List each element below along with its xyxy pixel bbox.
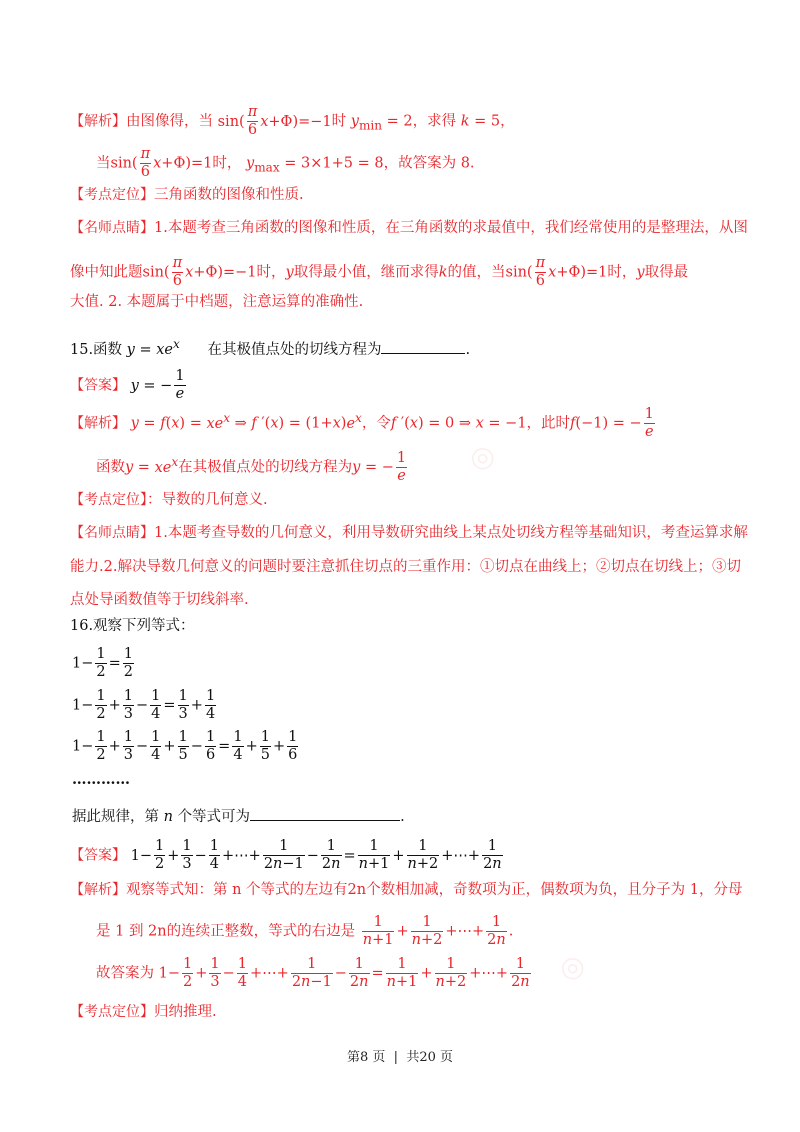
s14-jiexi-line2: 当sin( $\frac{\pi}{6}$ x+Φ)=1时， $y_{max} = 3\times 1+5 = 8$，故答案为 8. xyxy=(96,146,475,180)
q15-mingshi-line3: 点处导函数值等于切线斜率. xyxy=(70,592,249,608)
page-footer: 第8 页 | 共20 页 xyxy=(346,1050,453,1065)
q16-prompt: 据此规律，第 n 个等式可为 . xyxy=(72,806,405,827)
q15-jiexi-line1: 【解析】 $y = f(x) = xe^x$ ⇒ f $'(x) = (1+x)e^x$，令f ′(x) = 0 ⇒ x = −1，此时f(−1) = − $\frac{1}{e}$ xyxy=(70,406,654,440)
s14-mingshi-line1: 【名师点睛】1.本题考查三角函数的图像和性质，在三角函数的求最值中，我们经常使用的是整理法，从图 xyxy=(70,220,748,236)
page-number: 第8 页 xyxy=(346,1050,386,1065)
s14-mingshi-line2: 像中知此题sin( $\frac{\pi}{6}$ x+Φ)=−1时，y取得最小值，继而求得k的值，当sin( $\frac{\pi}{6}$ x+Φ)=1时，y取得最 xyxy=(70,255,689,289)
q15-jiexi-line2: 函数$y = xe^x$在其极值点处的切线方程为y = − $\frac{1}{e}$ xyxy=(96,450,407,484)
s14-mingshi-line3: 大值. 2. 本题属于中档题，注意运算的准确性. xyxy=(70,294,364,310)
q16-equation-1: 1− $\frac{1}{2}$ = $\frac{1}{2}$ xyxy=(72,646,133,680)
math: sin( $\frac{\pi}{6}$ x+Φ)=−1 xyxy=(217,104,332,138)
q16-dots: ………… xyxy=(72,771,130,788)
watermark: ◎ xyxy=(466,437,498,476)
q15-mingshi-line1: 【名师点睛】1.本题考查导数的几何意义，利用导数研究曲线上某点处切线方程等基础知识，考查运算求解 xyxy=(70,525,748,541)
q15-question: 15.函数 $y = xe^x$ 在其极值点处的切线方程为 . xyxy=(70,337,471,358)
q16-question: 16.观察下列等式： xyxy=(70,618,195,634)
label-jiexi: 【解析】 xyxy=(70,113,126,130)
page-total: 共20 页 xyxy=(406,1050,453,1065)
q16-jiexi-line1: 【解析】观察等式知：第 n 个等式的左边有2n个数相加减，奇数项为正，偶数项为负，且分子为 1，分母 xyxy=(70,882,743,898)
q16-kaodian: 【考点定位】归纳推理. xyxy=(70,1004,217,1020)
s14-kaodian: 【考点定位】三角函数的图像和性质. xyxy=(70,187,304,203)
q15-daan: 【答案】 y = − $\frac{1}{e}$ xyxy=(70,368,185,402)
q16-equation-3: 1− $\frac{1}{2}$ + $\frac{1}{3}$ − $\frac{1}{4}$ + $\frac{1}{5}$ − $\frac{1}{6}$ = $\frac{1}{4}$ + $\frac{1}{5}$ + $\frac{1}{6}$ xyxy=(72,729,298,763)
q16-daan: 【答案】 1− $\frac{1}{2}$ + $\frac{1}{3}$ − $\frac{1}{4}$ +⋯+ $\frac{1}{2n-1}$ − $\frac{1}{2n}$ = $\frac{1}{n+1}$ + $\frac{1}{n+2}$ +⋯+ $\frac{1}{2n}$ xyxy=(70,838,502,872)
q15-kaodian: 【考点定位】：导数的几何意义. xyxy=(70,492,268,508)
s14-jiexi-line1: 【解析】由图像得，当 sin( $\frac{\pi}{6}$ x+Φ)=−1时 $y_{min} = 2$，求得 k = 5， xyxy=(70,104,515,138)
answer-blank xyxy=(250,806,400,821)
q16-jiexi-line3: 故答案为 1− $\frac{1}{2}$ + $\frac{1}{3}$ − $\frac{1}{4}$ +⋯+ $\frac{1}{2n-1}$ − $\frac{1}{2n}$ = $\frac{1}{n+1}$ + $\frac{1}{n+2}$ +⋯+ $\frac{1}{2n}$ xyxy=(96,956,530,990)
q15-mingshi-line2: 能力.2.解决导数几何意义的问题时要注意抓住切点的三重作用：①切点在曲线上；②切点在切线上；③切 xyxy=(70,559,741,575)
q16-equation-2: 1− $\frac{1}{2}$ + $\frac{1}{3}$ − $\frac{1}{4}$ = $\frac{1}{3}$ + $\frac{1}{4}$ xyxy=(72,688,216,722)
watermark: ◎ xyxy=(556,947,588,986)
q16-jiexi-line2: 是 1 到 2n的连续正整数，等式的右边是 $\frac{1}{n+1}$ + $\frac{1}{n+2}$ +⋯+ $\frac{1}{2n}$ . xyxy=(96,914,514,948)
answer-blank xyxy=(381,339,465,354)
